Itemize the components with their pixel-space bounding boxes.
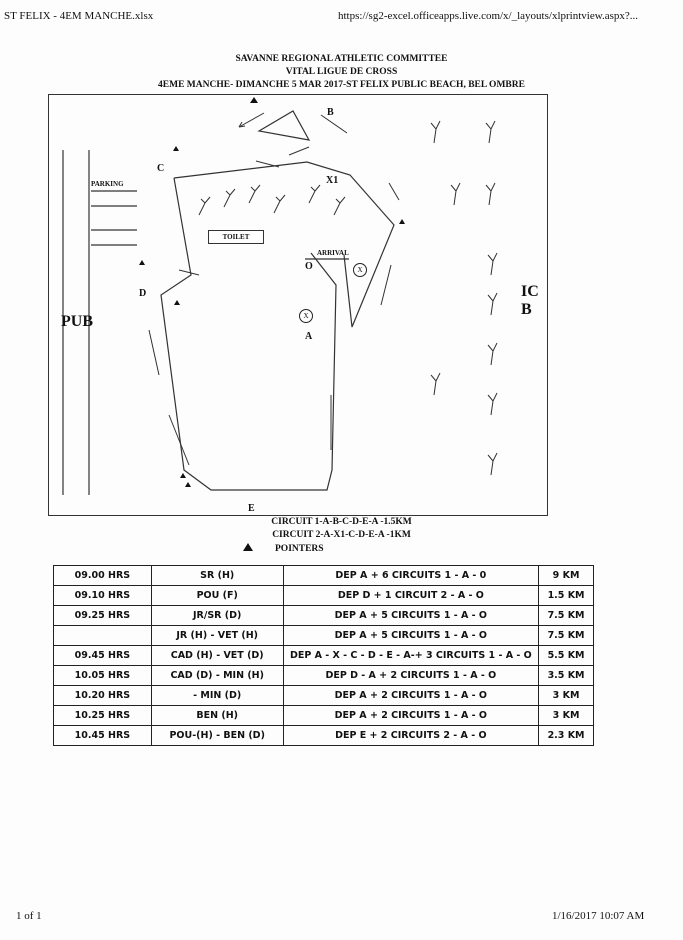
pointer-triangle	[174, 300, 180, 305]
cell-category: JR/SR (D)	[151, 606, 283, 626]
pointer-triangle	[139, 260, 145, 265]
pointer-triangle	[399, 219, 405, 224]
cell-distance: 2.3 KM	[539, 726, 594, 746]
table-row	[54, 586, 594, 606]
course-map-drawing	[49, 95, 549, 517]
table-row	[54, 606, 594, 626]
tree-icon	[431, 121, 440, 143]
arrow	[321, 115, 347, 133]
map-marker-x-arrival: X	[353, 263, 367, 277]
table-row	[54, 666, 594, 686]
tree-icon	[486, 183, 495, 205]
tree-icon	[488, 393, 497, 415]
arrow	[389, 183, 399, 200]
tree-icon	[309, 185, 320, 203]
map-pub-label: PUB	[61, 313, 93, 330]
schedule-table-body	[54, 566, 594, 746]
cell-distance: 3 KM	[539, 706, 594, 726]
cell-time	[54, 626, 152, 646]
tree-icon	[199, 197, 210, 215]
cell-route: DEP A + 5 CIRCUITS 1 - A - O	[283, 626, 539, 646]
cell-time: 09.25 HRS	[54, 606, 152, 626]
cell-route: DEP A + 6 CIRCUITS 1 - A - 0	[283, 566, 539, 586]
cell-route: DEP A + 2 CIRCUITS 1 - A - O	[283, 706, 539, 726]
arrow	[169, 415, 189, 465]
cell-route: DEP E + 2 CIRCUITS 2 - A - O	[283, 726, 539, 746]
cell-category: CAD (D) - MIN (H)	[151, 666, 283, 686]
cell-distance: 1.5 KM	[539, 586, 594, 606]
pointer-triangle-icon	[243, 543, 253, 551]
map-point-a: A	[305, 331, 313, 342]
cell-route: DEP D + 1 CIRCUIT 2 - A - O	[283, 586, 539, 606]
print-footer-page: 1 of 1	[16, 910, 42, 922]
map-marker-x-a: X	[299, 309, 313, 323]
cell-distance: 3 KM	[539, 686, 594, 706]
table-row	[54, 706, 594, 726]
legend-circuit-2: CIRCUIT 2-A-X1-C-D-E-A -1KM	[272, 530, 411, 540]
map-point-d: D	[139, 288, 147, 299]
cell-route: DEP A + 2 CIRCUITS 1 - A - O	[283, 686, 539, 706]
tree-icon	[334, 197, 345, 215]
cell-category: BEN (H)	[151, 706, 283, 726]
title-league: VITAL LIGUE DE CROSS	[285, 67, 398, 77]
tree-icon	[431, 373, 440, 395]
tree-icon	[274, 195, 285, 213]
cell-category: JR (H) - VET (H)	[151, 626, 283, 646]
map-arrival-label: ARRIVAL	[317, 249, 349, 257]
pointer-triangle	[180, 473, 186, 478]
cell-distance: 7.5 KM	[539, 626, 594, 646]
cell-route: DEP A + 5 CIRCUITS 1 - A - O	[283, 606, 539, 626]
tree-icon	[486, 121, 495, 143]
map-point-b: B	[327, 107, 334, 118]
tree-icon	[249, 185, 260, 203]
cell-category: - MIN (D)	[151, 686, 283, 706]
pointer-triangle	[185, 482, 191, 487]
cell-category: CAD (H) - VET (D)	[151, 646, 283, 666]
cell-route: DEP A - X - C - D - E - A-+ 3 CIRCUITS 1 - A - O	[283, 646, 539, 666]
cell-distance: 5.5 KM	[539, 646, 594, 666]
map-point-e: E	[248, 503, 255, 514]
course-path-north-loop	[259, 111, 309, 140]
cell-time: 10.25 HRS	[54, 706, 152, 726]
course-path-east	[174, 162, 394, 327]
print-header-filename: ST FELIX - 4EM MANCHE.xlsx	[4, 10, 154, 22]
tree-icon	[488, 253, 497, 275]
legend-pointers	[243, 543, 324, 554]
table-row	[54, 626, 594, 646]
cell-distance: 3.5 KM	[539, 666, 594, 686]
table-row	[54, 726, 594, 746]
print-footer-timestamp: 1/16/2017 10:07 AM	[552, 910, 645, 922]
tree-icon	[451, 183, 460, 205]
cell-category: SR (H)	[151, 566, 283, 586]
cell-time: 10.45 HRS	[54, 726, 152, 746]
arrow	[289, 147, 309, 155]
map-point-o: O	[305, 261, 313, 272]
title-committee: SAVANNE REGIONAL ATHLETIC COMMITTEE	[235, 54, 448, 64]
cell-time: 10.05 HRS	[54, 666, 152, 686]
tree-icon	[488, 293, 497, 315]
arrow	[239, 113, 264, 127]
map-point-x1: X1	[326, 175, 339, 186]
map-icb-label: IC B	[521, 283, 539, 318]
map-parking-label: PARKING	[91, 180, 124, 188]
tree-icon	[488, 453, 497, 475]
arrow	[256, 161, 279, 167]
pointer-triangle	[250, 97, 258, 103]
table-row	[54, 566, 594, 586]
tree-icon	[224, 189, 235, 207]
pointer-triangle	[173, 146, 179, 151]
cell-time: 10.20 HRS	[54, 686, 152, 706]
print-header-url: https://sg2-excel.officeapps.live.com/x/_layouts/xlprintview.aspx?...	[338, 10, 638, 22]
table-row	[54, 686, 594, 706]
legend-circuit-1: CIRCUIT 1-A-B-C-D-E-A -1.5KM	[271, 517, 412, 527]
tree-icon	[488, 343, 497, 365]
map-toilet-label: TOILET	[208, 230, 264, 244]
cell-time: 09.45 HRS	[54, 646, 152, 666]
legend-pointers-label: POINTERS	[275, 544, 324, 554]
cell-time: 09.00 HRS	[54, 566, 152, 586]
table-row	[54, 646, 594, 666]
cell-distance: 7.5 KM	[539, 606, 594, 626]
title-event: 4EME MANCHE- DIMANCHE 5 MAR 2017-ST FELIX PUBLIC BEACH, BEL OMBRE	[158, 80, 525, 90]
arrow	[381, 265, 391, 305]
cell-route: DEP D - A + 2 CIRCUITS 1 - A - O	[283, 666, 539, 686]
cell-time: 09.10 HRS	[54, 586, 152, 606]
map-point-c: C	[157, 163, 165, 174]
schedule-table	[53, 565, 594, 746]
arrow	[179, 270, 199, 275]
cell-category: POU-(H) - BEN (D)	[151, 726, 283, 746]
arrow	[149, 330, 159, 375]
cell-category: POU (F)	[151, 586, 283, 606]
course-map	[48, 94, 548, 516]
cell-distance: 9 KM	[539, 566, 594, 586]
